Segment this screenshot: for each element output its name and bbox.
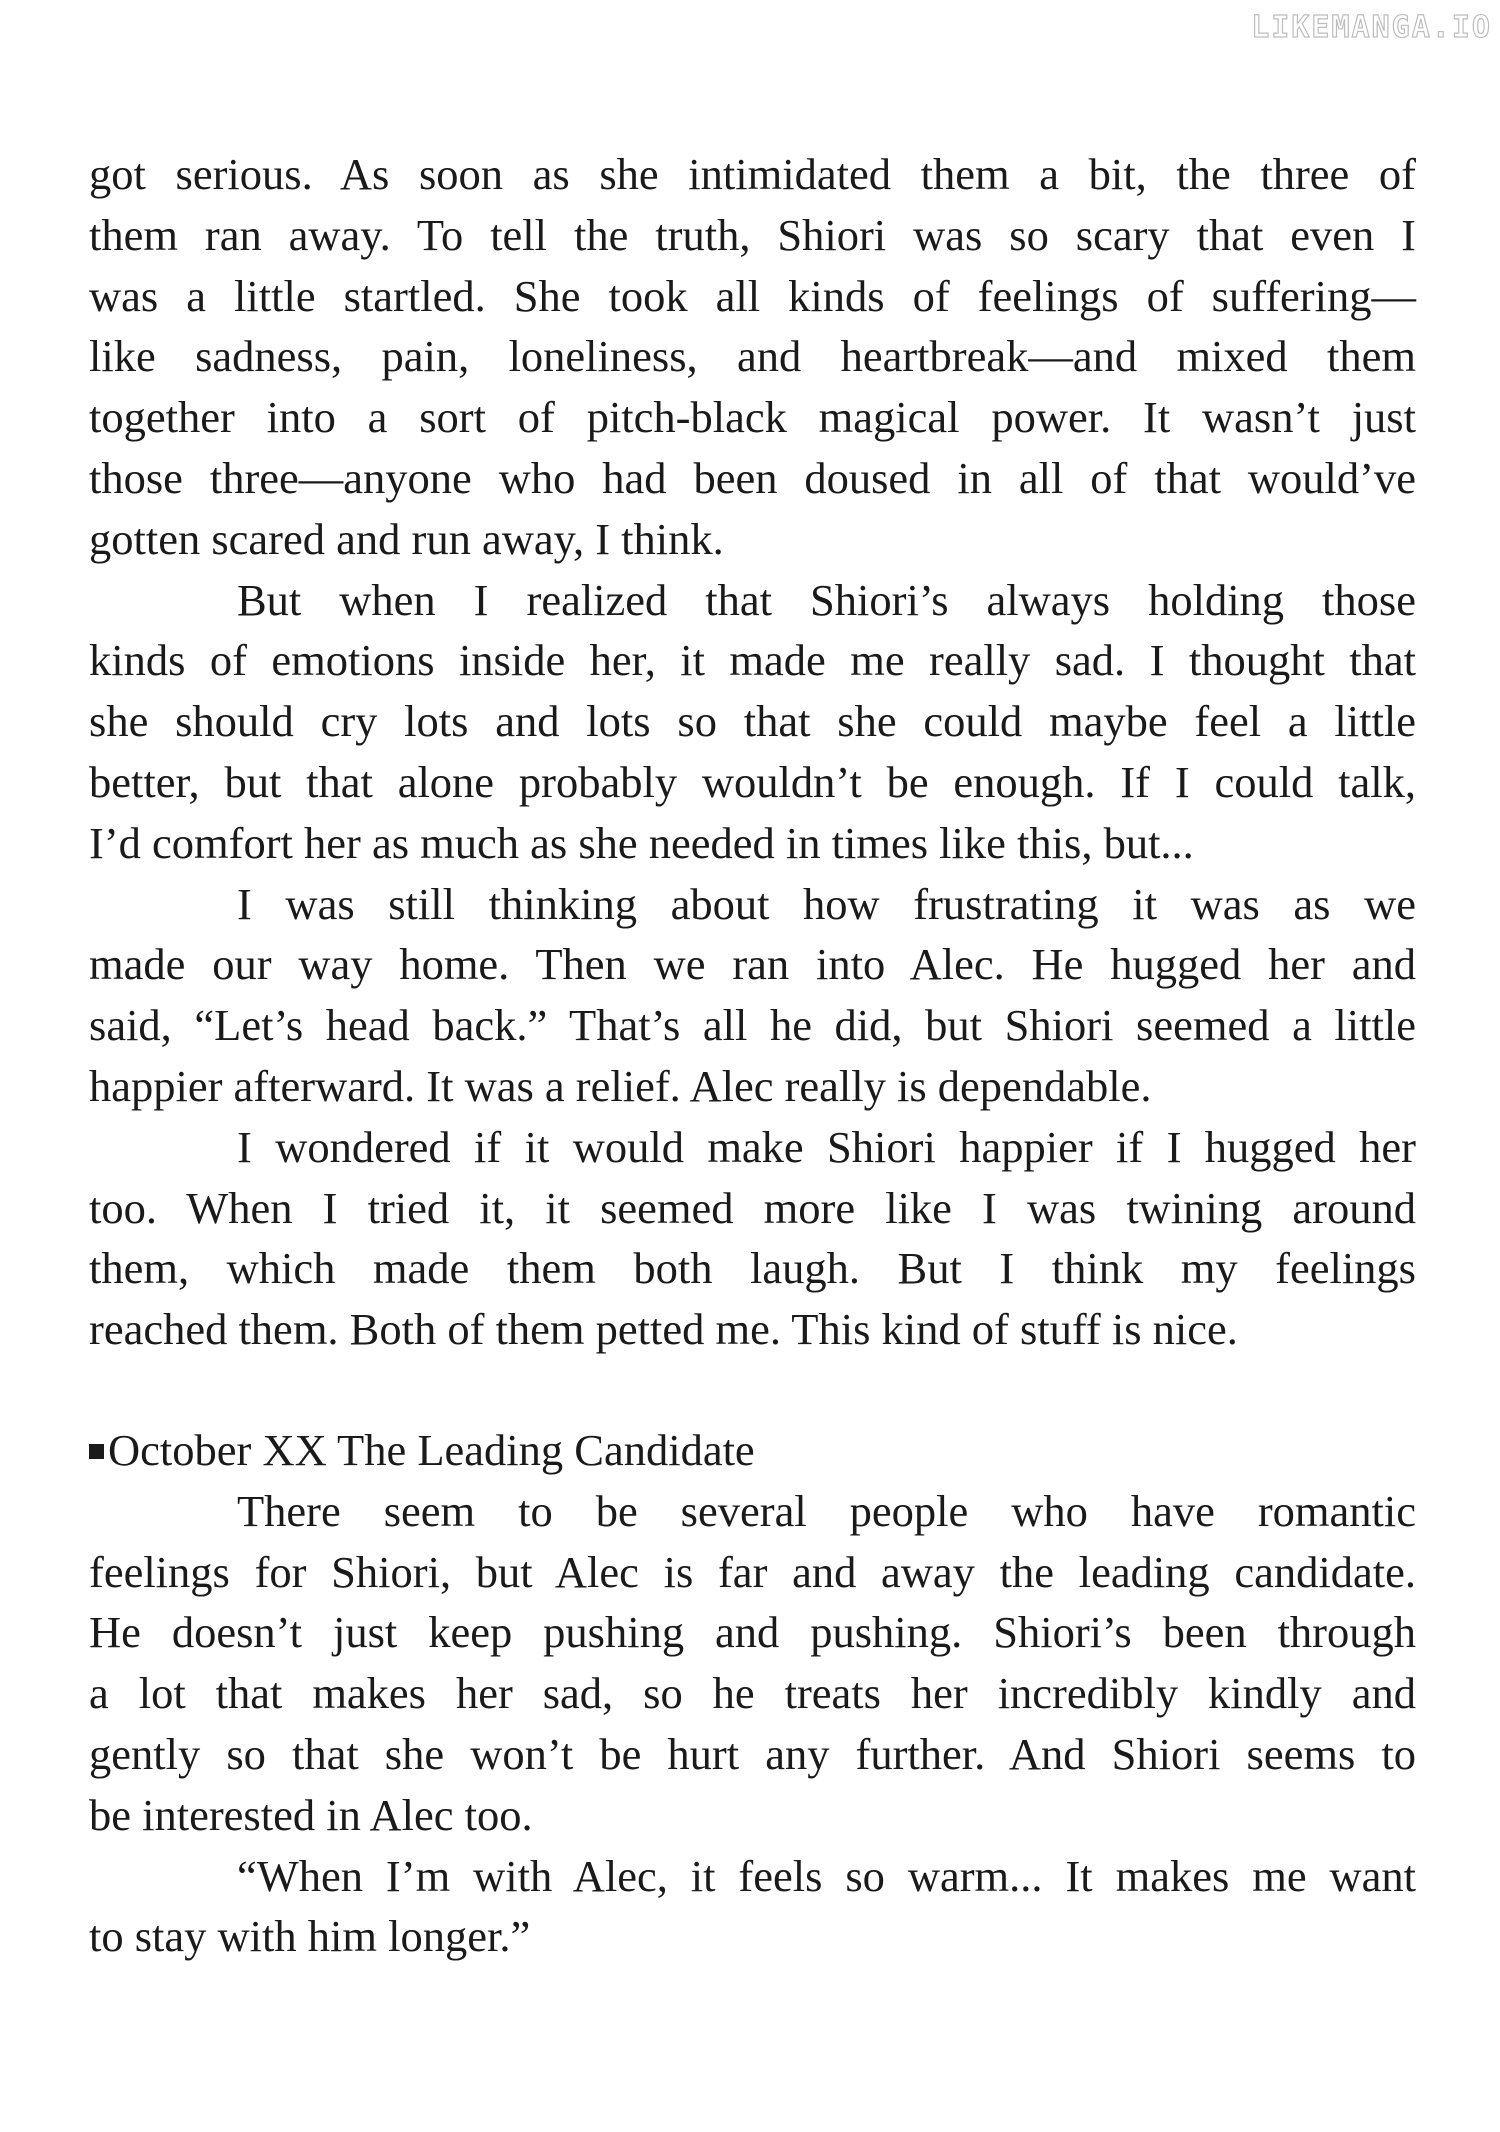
text-line: be interested in Alec too. — [89, 1789, 533, 1840]
text-line: like sadness, pain, loneliness, and heartbreak—and mixed them — [89, 331, 1416, 382]
text-line: There seem to be several people who have romantic — [237, 1485, 1416, 1536]
text-line: together into a sort of pitch-black magical power. It wasn’t just — [89, 392, 1416, 443]
book-page-text — [89, 144, 1416, 1967]
text-line: she should cry lots and lots so that she could maybe feel a little — [89, 696, 1416, 747]
paragraph-1 — [89, 144, 1416, 570]
text-line: I’d comfort her as much as she needed in times like this, but... — [89, 817, 1194, 868]
text-line: said, “Let’s head back.” That’s all he did, but Shiori seemed a little — [89, 1000, 1416, 1051]
section-heading — [89, 1420, 1416, 1481]
section-heading-text: October XX The Leading Candidate — [108, 1424, 755, 1475]
text-line: them ran away. To tell the truth, Shiori was so scary that even I — [89, 209, 1416, 260]
text-line: gently so that she won’t be hurt any further. And Shiori seems to — [89, 1728, 1416, 1779]
square-bullet-icon — [89, 1444, 104, 1459]
site-watermark: LIKEMANGA.IO — [1251, 10, 1492, 45]
text-line: “When I’m with Alec, it feels so warm... It makes me want — [237, 1850, 1416, 1901]
text-line: to stay with him longer.” — [89, 1911, 531, 1962]
text-line: got serious. As soon as she intimidated them a bit, the three of — [89, 149, 1416, 199]
text-line: them, which made them both laugh. But I think my feelings — [89, 1243, 1416, 1294]
text-line: happier afterward. It was a relief. Alec really is dependable. — [89, 1060, 1152, 1111]
text-line: I wondered if it would make Shiori happier if I hugged her — [237, 1121, 1416, 1172]
text-line: better, but that alone probably wouldn’t be enough. If I could talk, — [89, 756, 1416, 807]
text-line: kinds of emotions inside her, it made me really sad. I thought that — [89, 635, 1416, 686]
text-line: He doesn’t just keep pushing and pushing. Shiori’s been through — [89, 1607, 1416, 1658]
text-line: made our way home. Then we ran into Alec. He hugged her and — [89, 939, 1416, 990]
text-line: But when I realized that Shiori’s always holding those — [237, 574, 1416, 625]
text-line: those three—anyone who had been doused in all of that would’ve — [89, 452, 1416, 503]
paragraph-3 — [89, 874, 1416, 1117]
section-paragraph-1 — [89, 1481, 1416, 1846]
paragraph-4 — [89, 1117, 1416, 1360]
text-line: gotten scared and run away, I think. — [89, 513, 724, 564]
text-line: feelings for Shiori, but Alec is far and away the leading candidate. — [89, 1546, 1416, 1597]
text-line: a lot that makes her sad, so he treats her incredibly kindly and — [89, 1668, 1416, 1719]
paragraph-2 — [89, 570, 1416, 874]
text-line: I was still thinking about how frustrating it was as we — [237, 878, 1416, 929]
section-paragraph-2 — [89, 1846, 1416, 1968]
text-line: was a little startled. She took all kinds of feelings of suffering— — [89, 270, 1416, 321]
text-line: too. When I tried it, it seemed more like I was twining around — [89, 1182, 1416, 1233]
text-line: reached them. Both of them petted me. This kind of stuff is nice. — [89, 1304, 1238, 1355]
